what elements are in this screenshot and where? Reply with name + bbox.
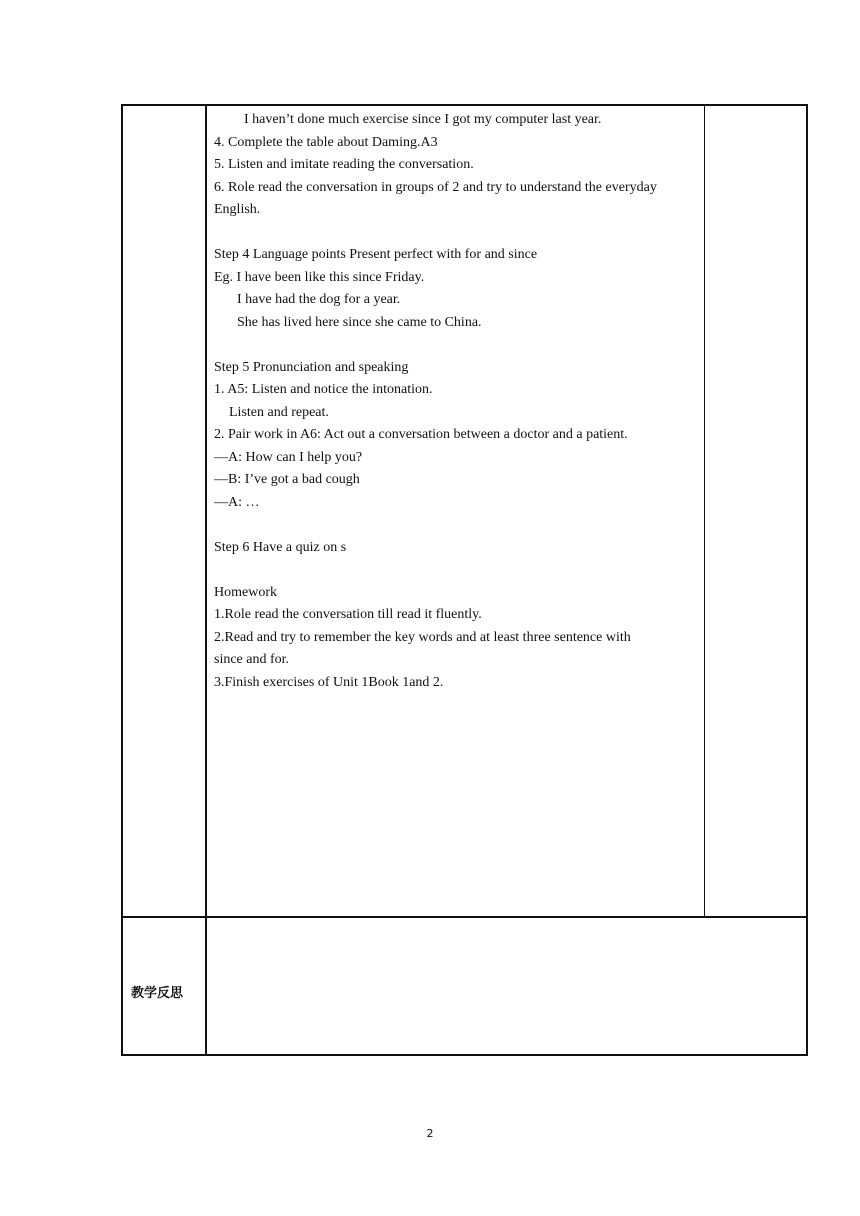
- text-line: 4. Complete the table about Daming.A3: [214, 134, 438, 150]
- right-notes-cell: [704, 104, 808, 918]
- blank-line: [214, 334, 700, 357]
- procedure-content-cell: [205, 104, 705, 918]
- blank-line: [214, 559, 700, 582]
- text-line: Eg. I have been like this since Friday.: [214, 269, 425, 285]
- table-row-procedure: [121, 104, 808, 918]
- step-heading: Step 6 Have a quiz on s: [214, 539, 347, 555]
- reflection-label-cell: [121, 916, 207, 1056]
- blank-line: [214, 222, 700, 245]
- text-line: 2. Pair work in A6: Act out a conversation between a doctor and a patient.: [214, 427, 628, 442]
- text-line: She has lived here since she came to China.: [237, 314, 482, 330]
- text-line: 6. Role read the conversation in groups of 2 and try to understand the everyday: [214, 179, 657, 195]
- step-heading: Step 5 Pronunciation and speaking: [214, 359, 409, 375]
- homework-heading: Homework: [214, 584, 277, 600]
- left-label-cell: [121, 104, 207, 918]
- dialogue-line: —B: I’ve got a bad cough: [214, 472, 360, 487]
- text-line: Listen and repeat.: [229, 404, 329, 420]
- text-line: I haven’t done much exercise since I got my computer last year.: [244, 112, 602, 127]
- page-number: 2: [426, 1127, 434, 1140]
- homework-item: since and for.: [214, 652, 290, 667]
- homework-item: 3.Finish exercises of Unit 1Book 1and 2.: [214, 674, 444, 690]
- homework-item: 2.Read and try to remember the key words and at least three sentence with: [214, 629, 631, 645]
- dialogue-line: —A: …: [214, 494, 260, 510]
- text-line: I have had the dog for a year.: [237, 292, 401, 307]
- step-heading: Step 4 Language points Present perfect with for and since: [214, 247, 538, 262]
- dialogue-line: —A: How can I help you?: [214, 449, 363, 465]
- table-row-reflection: [121, 916, 808, 1056]
- text-line: 5. Listen and imitate reading the conversation.: [214, 157, 474, 172]
- blank-line: [214, 514, 700, 537]
- reflection-content-cell: [205, 916, 808, 1056]
- text-line: English.: [214, 202, 261, 217]
- procedure-text: [214, 109, 700, 694]
- text-line: 1. A5: Listen and notice the intonation.: [214, 382, 433, 397]
- lesson-plan-table: [121, 104, 808, 1056]
- reflection-label: 教学反思: [131, 986, 184, 1001]
- homework-item: 1.Role read the conversation till read it fluently.: [214, 607, 482, 622]
